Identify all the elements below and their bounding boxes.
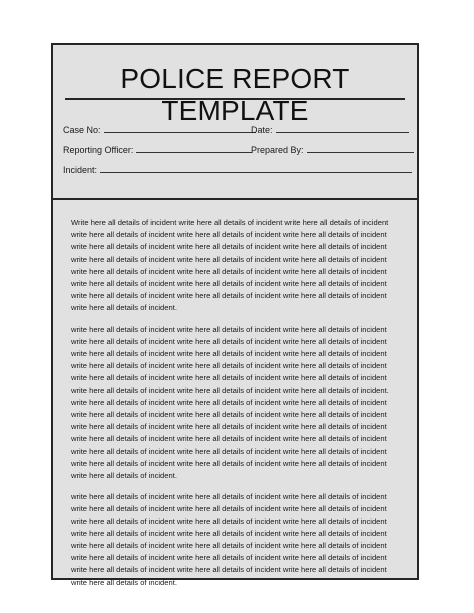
- reporting-officer-field: [63, 143, 252, 156]
- case-no-blank[interactable]: [104, 123, 256, 133]
- prepared-by-field: [251, 143, 414, 156]
- page-title: POLICE REPORT TEMPLATE: [120, 63, 350, 126]
- incident-field: [63, 163, 412, 176]
- incident-blank[interactable]: [100, 163, 412, 173]
- paragraph: write here all details of incident write here all details of incident write here all details of incident write here all details of incident write here all details of incident write here all details of incident write here all details of incident write here all details of incident write here all details of incident write here all details of incident write here all details of incident write here all details of incident write here all details of incident write here all details of incident write here all details of incident write here all details of incident write here all details of incident write here all details of incident. write here all details of incident write here all details of incident write here all details of incident write here all details of incident write here all details of incident write here all details of incident write here all details of incident write here all details of incident write here all details of incident write here all details of incident write here all details of incident write here all details of incident write here all details of incident write here all details of incident write here all details of incident write here all details of incident write here all details of incident write here all details of incident write here all details of incident.: [71, 324, 389, 481]
- date-label: Date:: [251, 125, 273, 135]
- date-field: [251, 123, 409, 136]
- prepared-by-blank[interactable]: [307, 143, 414, 153]
- incident-label: Incident:: [63, 165, 98, 175]
- report-frame: [51, 43, 419, 587]
- date-blank[interactable]: [276, 123, 409, 133]
- report-header: [53, 45, 417, 200]
- prepared-by-label: Prepared By:: [251, 145, 304, 155]
- paragraph: Write here all details of incident write here all details of incident write here all details of incident write here all details of incident write here all details of incident write here all details of incident write here all details of incident write here all details of incident write here all details of incident write here all details of incident write here all details of incident write here all details of incident write here all details of incident write here all details of incident write here all details of incident write here all details of incident write here all details of incident write here all details of incident write here all details of incident write here all details of incident write here all details of incident write here all details of incident.: [71, 218, 389, 313]
- case-no-label: Case No:: [63, 125, 101, 135]
- paragraph: write here all details of incident write here all details of incident write here all details of incident write here all details of incident write here all details of incident write here all details of incident write here all details of incident write here all details of incident write here all details of incident write here all details of incident write here all details of incident write here all details of incident write here all details of incident write here all details of incident write here all details of incident write here all details of incident write here all details of incident write here all details of incident write here all details of incident write here all details of incident write here all details of incident write here all details of incident.: [71, 492, 387, 587]
- reporting-officer-label: Reporting Officer:: [63, 145, 134, 155]
- title-underline: [65, 98, 405, 100]
- reporting-officer-blank[interactable]: [136, 143, 252, 153]
- case-no-field: [63, 123, 256, 136]
- incident-details: [71, 217, 401, 598]
